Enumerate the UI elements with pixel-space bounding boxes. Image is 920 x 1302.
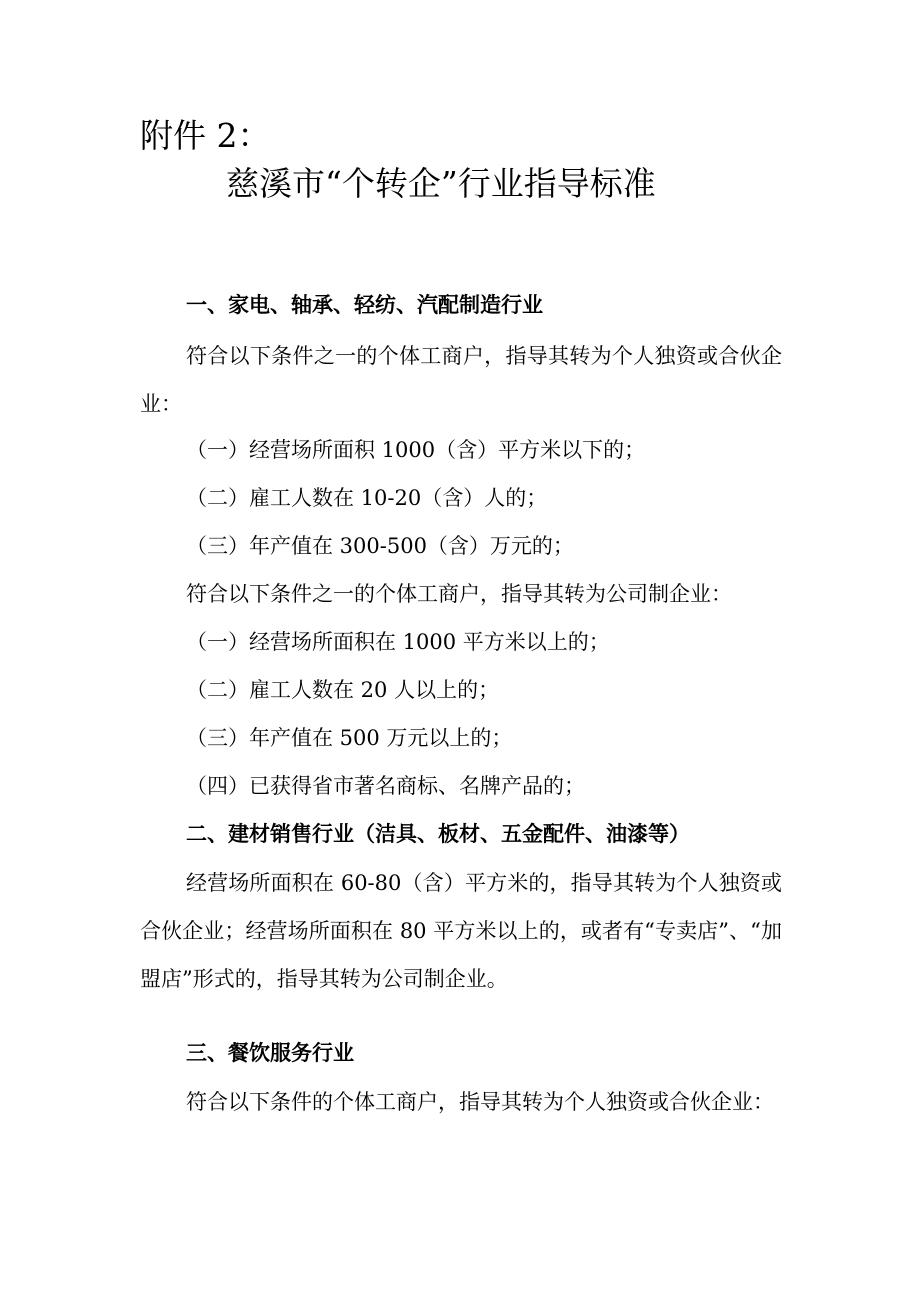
section-1-intro-company: 符合以下条件之一的个体工商户，指导其转为公司制企业： — [186, 582, 732, 606]
attachment-label: 附件 2： — [140, 116, 271, 155]
section-1-company-condition-4: （四）已获得省市著名商标、名牌产品的； — [186, 774, 585, 798]
section-1-company-condition-3: （三）年产值在 500 万元以上的； — [186, 726, 513, 750]
section-1-sole-condition-1: （一）经营场所面积 1000（含）平方米以下的； — [186, 438, 646, 462]
section-3-intro-sole: 符合以下条件的个体工商户，指导其转为个人独资或合伙企业： — [186, 1090, 774, 1114]
section-heading-3: 三、餐饮服务行业 — [186, 1041, 354, 1065]
section-heading-1: 一、家电、轴承、轻纺、汽配制造行业 — [186, 293, 543, 317]
section-heading-2: 二、建材销售行业（洁具、板材、五金配件、油漆等） — [186, 822, 690, 846]
section-1-sole-condition-2: （二）雇工人数在 10-20（含）人的； — [186, 486, 548, 510]
section-1-sole-condition-3: （三）年产值在 300-500（含）万元的； — [186, 534, 574, 558]
section-1-intro-sole: 符合以下条件之一的个体工商户，指导其转为个人独资或合伙企业： — [140, 344, 782, 416]
section-2-body: 经营场所面积在 60-80（含）平方米的，指导其转为个人独资或合伙企业；经营场所面积在 80 平方米以上的，或者有“专卖店”、“加盟店”形式的，指导其转为公司制企业。 — [140, 871, 782, 991]
section-1-company-condition-1: （一）经营场所面积在 1000 平方米以上的； — [186, 630, 610, 654]
document-title: 慈溪市“个转企”行业指导标准 — [226, 164, 656, 203]
section-1-company-condition-2: （二）雇工人数在 20 人以上的； — [186, 678, 500, 702]
